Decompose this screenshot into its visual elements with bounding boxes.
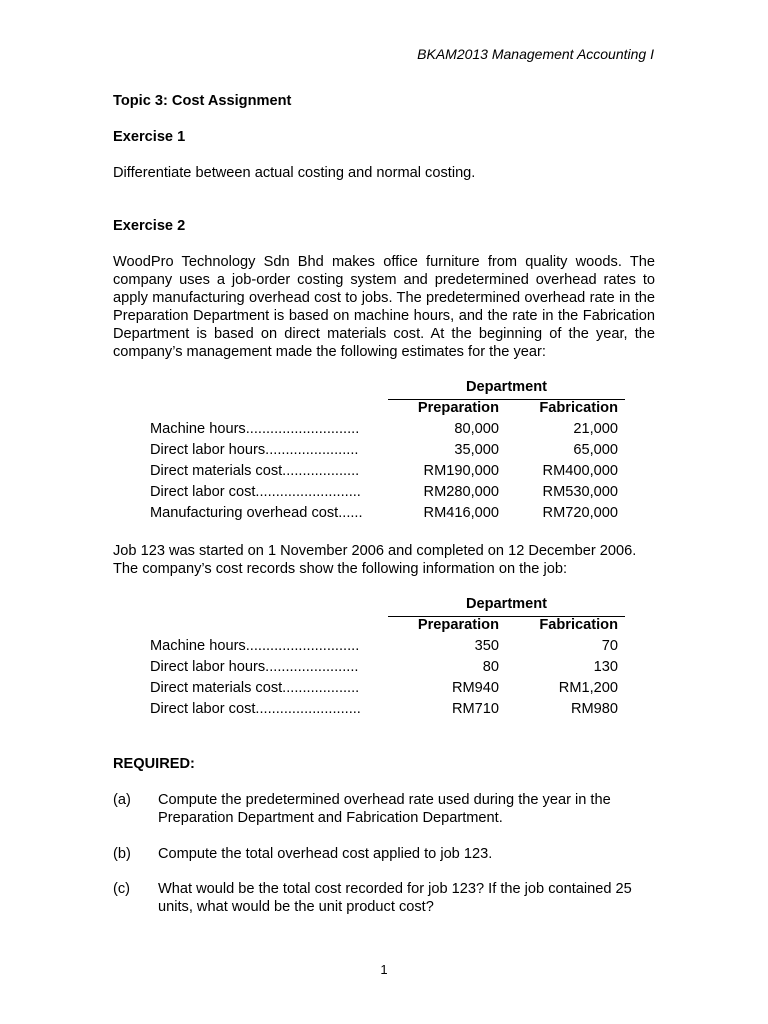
required-text: Compute the predetermined overhead rate used during the year in the Preparation Department and Fabrication Department. bbox=[158, 792, 611, 826]
table-row bbox=[150, 421, 625, 442]
exercise2-intro: WoodPro Technology Sdn Bhd makes office furniture from quality woods. The company uses a job-order costing system and predetermined overhead rates to apply manufacturing overhead cost to jobs. The predetermined overhead rate in the Preparation Department is based on machine hours, and the rate in the Fabrication Department is based on direct materials cost. At the beginning of the year, the company’s management made the following estimates for the year: bbox=[113, 254, 655, 360]
exercise1-question: Differentiate between actual costing and normal costing. bbox=[113, 165, 476, 181]
table-row bbox=[150, 442, 625, 463]
fabrication-value: 130 bbox=[593, 659, 618, 675]
table-row bbox=[150, 484, 625, 505]
estimates-col-preparation: Preparation bbox=[417, 400, 499, 416]
required-heading: REQUIRED: bbox=[113, 756, 195, 772]
table-row bbox=[150, 463, 625, 484]
preparation-value: RM190,000 bbox=[423, 463, 499, 479]
exercise2-heading: Exercise 2 bbox=[113, 218, 186, 234]
job-intro: Job 123 was started on 1 November 2006 and completed on 12 December 2006. The company’s cost records show the following information on the job: bbox=[113, 543, 637, 577]
preparation-value: RM940 bbox=[451, 680, 499, 696]
row-label: Machine hours............................ bbox=[150, 421, 360, 437]
estimates-group-header: Department bbox=[465, 379, 548, 395]
preparation-value: 80 bbox=[482, 659, 499, 675]
table-row bbox=[150, 701, 625, 722]
required-text: Compute the total overhead cost applied to job 123. bbox=[158, 846, 493, 862]
course-header: BKAM2013 Management Accounting I bbox=[417, 46, 654, 62]
fabrication-value: RM530,000 bbox=[542, 484, 618, 500]
preparation-value: 350 bbox=[474, 638, 499, 654]
preparation-value: RM416,000 bbox=[423, 505, 499, 521]
required-letter: (c) bbox=[113, 881, 131, 897]
fabrication-value: RM400,000 bbox=[542, 463, 618, 479]
table-row bbox=[150, 638, 625, 659]
preparation-value: 80,000 bbox=[454, 421, 499, 437]
row-label: Direct labor hours....................... bbox=[150, 442, 359, 458]
fabrication-value: RM1,200 bbox=[558, 680, 618, 696]
fabrication-value: 65,000 bbox=[573, 442, 618, 458]
table-row bbox=[150, 680, 625, 701]
job-col-fabrication: Fabrication bbox=[539, 617, 618, 633]
row-label: Direct labor cost.......................... bbox=[150, 701, 361, 717]
row-label: Machine hours............................ bbox=[150, 638, 360, 654]
row-label: Direct materials cost................... bbox=[150, 463, 360, 479]
fabrication-value: RM720,000 bbox=[542, 505, 618, 521]
estimates-table bbox=[150, 379, 625, 524]
required-text: What would be the total cost recorded for job 123? If the job contained 25 units, what would be the unit product cost? bbox=[158, 881, 632, 915]
job-table bbox=[150, 596, 625, 721]
exercise1-heading: Exercise 1 bbox=[113, 129, 186, 145]
row-label: Direct labor cost.......................... bbox=[150, 484, 361, 500]
required-letter: (a) bbox=[113, 792, 131, 808]
job-col-preparation: Preparation bbox=[417, 617, 499, 633]
fabrication-value: 70 bbox=[601, 638, 618, 654]
table-row bbox=[150, 505, 625, 526]
job-group-header: Department bbox=[465, 596, 548, 612]
preparation-value: RM280,000 bbox=[423, 484, 499, 500]
row-label: Manufacturing overhead cost...... bbox=[150, 505, 363, 521]
required-letter: (b) bbox=[113, 846, 131, 862]
row-label: Direct labor hours....................... bbox=[150, 659, 359, 675]
fabrication-value: 21,000 bbox=[573, 421, 618, 437]
page-number: 1 bbox=[380, 962, 388, 977]
preparation-value: RM710 bbox=[451, 701, 499, 717]
topic-title: Topic 3: Cost Assignment bbox=[113, 93, 292, 109]
table-row bbox=[150, 659, 625, 680]
fabrication-value: RM980 bbox=[570, 701, 618, 717]
row-label: Direct materials cost................... bbox=[150, 680, 360, 696]
preparation-value: 35,000 bbox=[454, 442, 499, 458]
estimates-col-fabrication: Fabrication bbox=[539, 400, 618, 416]
